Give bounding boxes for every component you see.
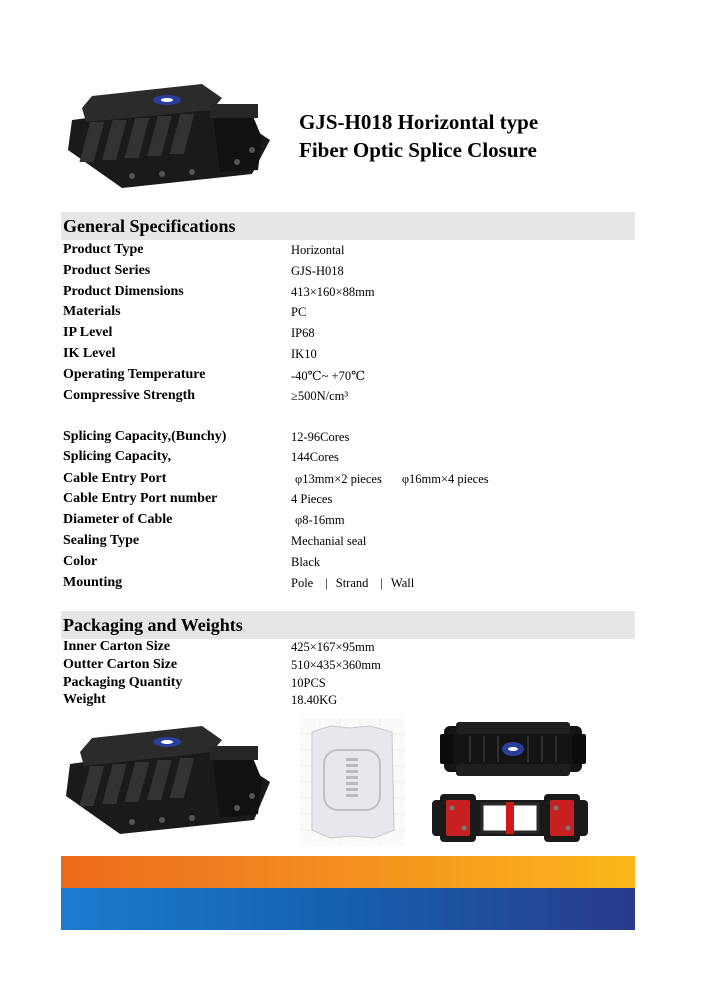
spec-row (63, 449, 623, 469)
general-specifications-heading: General Specifications (61, 212, 635, 240)
spec-row (63, 325, 623, 345)
spec-label: Diameter of Cable (63, 512, 173, 527)
packaging-label: Weight (63, 692, 106, 707)
spec-label: Product Series (63, 263, 151, 278)
spec-value: GJS-H018 (291, 264, 344, 278)
spec-value (295, 472, 489, 487)
spec-value: Mechanial seal (291, 534, 367, 548)
spec-row (63, 284, 623, 304)
spec-value: IP68 (291, 326, 315, 340)
mount-strand: Strand (335, 576, 369, 590)
spec-label: Splicing Capacity,(Bunchy) (63, 429, 227, 444)
closure-top-view-photo (440, 720, 586, 778)
spec-value: PC (291, 305, 307, 319)
spec-label: Cable Entry Port number (63, 491, 218, 506)
title-line-1: GJS-H018 Horizontal type (299, 110, 539, 134)
spec-row (63, 512, 623, 532)
spec-label: Color (63, 554, 98, 569)
footer-blue-band (61, 888, 635, 930)
closure-base-open-photo (432, 792, 588, 844)
spec-value: ≥500N/cm³ (291, 389, 349, 403)
spec-row (63, 346, 623, 366)
packaging-label: Outter Carton Size (63, 657, 178, 672)
spec-row (63, 367, 623, 387)
packaging-heading: Packaging and Weights (61, 611, 635, 639)
mount-separator: | (325, 576, 328, 590)
spec-row (63, 533, 623, 553)
spec-value: Black (291, 555, 321, 569)
packaging-value: 425×167×95mm (291, 640, 375, 654)
spec-value: -40℃~ +70℃ (291, 369, 366, 383)
spec-value: φ8-16mm (295, 513, 345, 527)
packaging-value: 10PCS (291, 676, 326, 690)
spec-value: Horizontal (291, 243, 345, 257)
product-photo-top (62, 78, 278, 200)
packaging-row (63, 657, 623, 677)
packaging-value: 510×435×360mm (291, 658, 381, 672)
footer-orange-band (61, 856, 635, 888)
spec-label: Product Type (63, 242, 144, 257)
spec-row (63, 491, 623, 511)
spec-label: Sealing Type (63, 533, 140, 548)
product-photo-angled (62, 722, 278, 842)
spec-value: 4 Pieces (291, 492, 333, 506)
mount-separator: | (380, 576, 383, 590)
title-line-2: Fiber Optic Splice Closure (299, 138, 537, 162)
spec-label: Materials (63, 304, 121, 319)
mount-wall: Wall (390, 576, 415, 590)
packaging-value: 18.40KG (291, 693, 338, 707)
spec-value (291, 576, 414, 591)
spec-row (63, 242, 623, 262)
spec-value: IK10 (291, 347, 317, 361)
spec-row (63, 388, 623, 408)
spec-row (63, 429, 623, 449)
spec-row (63, 471, 623, 491)
spec-label: Cable Entry Port (63, 471, 167, 486)
spec-value: 144Cores (291, 450, 339, 464)
spec-label: Splicing Capacity, (63, 449, 172, 464)
spec-row (63, 554, 623, 574)
cable-entry-a: φ13mm×2 pieces (295, 472, 382, 486)
mount-pole: Pole (291, 576, 314, 590)
spec-row (63, 304, 623, 324)
spec-label: Compressive Strength (63, 388, 196, 403)
splice-tray-photo (300, 718, 405, 846)
spec-label: IK Level (63, 346, 116, 361)
packaging-label: Packaging Quantity (63, 675, 183, 690)
spec-row (63, 575, 623, 595)
cable-entry-b: φ16mm×4 pieces (401, 472, 489, 486)
packaging-row (63, 692, 623, 712)
spec-row (63, 263, 623, 283)
product-title (299, 108, 538, 164)
spec-label: Product Dimensions (63, 284, 184, 299)
spec-value: 12-96Cores (291, 430, 350, 444)
packaging-row (63, 639, 623, 659)
spec-label: Operating Temperature (63, 367, 206, 382)
packaging-label: Inner Carton Size (63, 639, 171, 654)
spec-label: IP Level (63, 325, 113, 340)
spec-label: Mounting (63, 575, 123, 590)
spec-value: 413×160×88mm (291, 285, 375, 299)
